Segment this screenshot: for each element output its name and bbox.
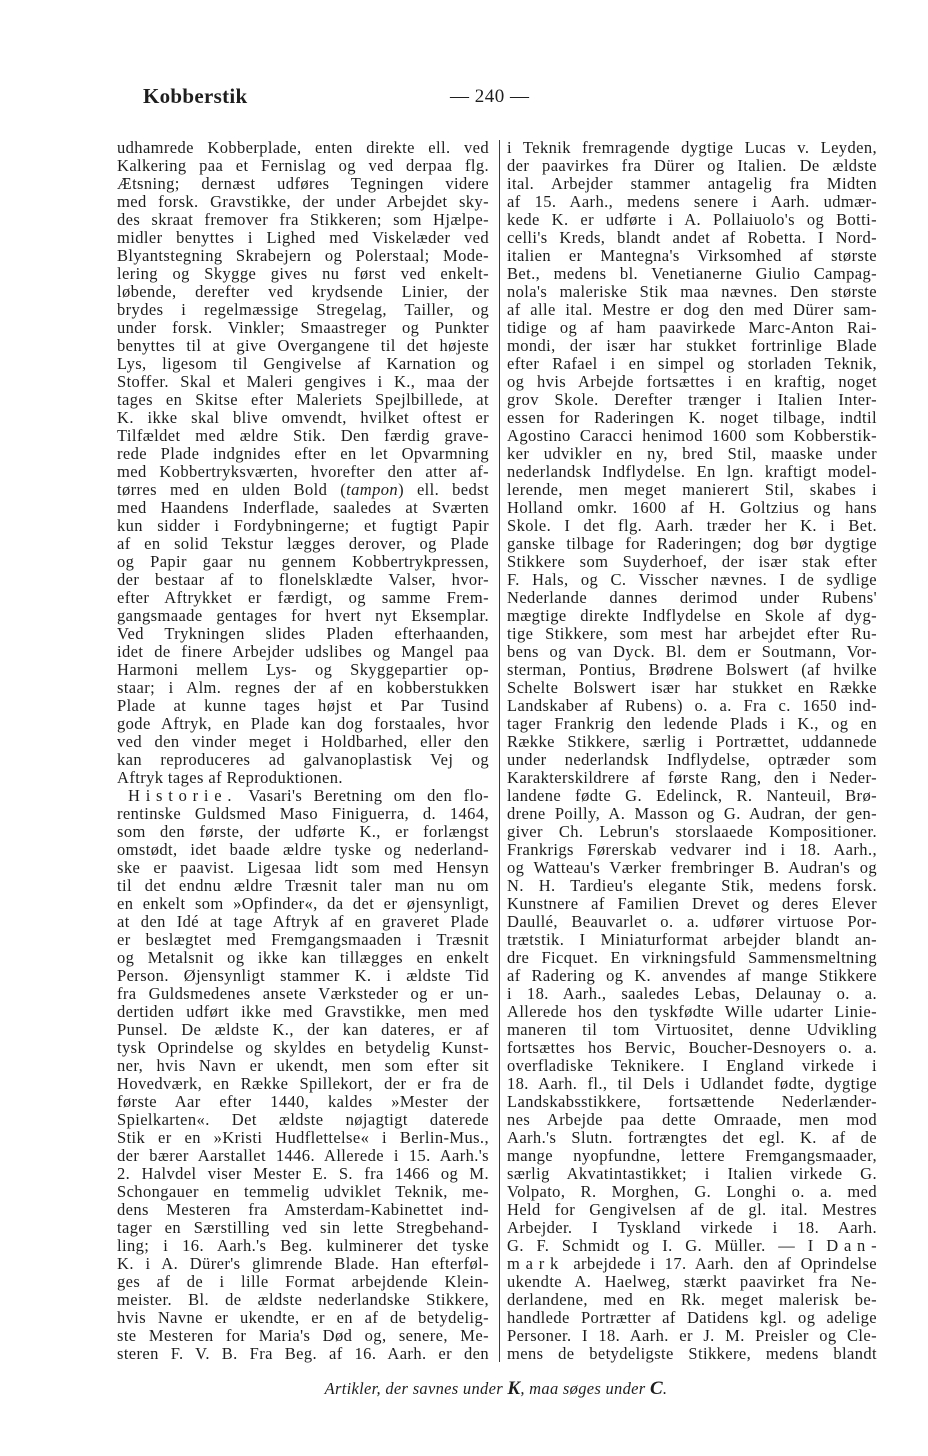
text-run: Aftryk tages af Reproduktionen. bbox=[117, 768, 343, 787]
text-line: er beslægtet med Fremgangsmaaden i Træsnit bbox=[117, 930, 489, 949]
text-line: med forsk. Gravstikke, der under Arbejdet sky- bbox=[117, 192, 489, 211]
text-line: Spielkarten«. Det ældste nøjagtigt daterede bbox=[117, 1110, 489, 1129]
text-line: midler benyttes i Lighed med Viskelæder ved bbox=[117, 228, 489, 247]
text-line: nes Arbejde paa dette Omraade, men mod bbox=[507, 1110, 877, 1129]
text-line: ved den vinder meget i Holdbarhed, eller den bbox=[117, 732, 489, 751]
text-line: celli's Kreds, blandt andet af Robetta. I Nord- bbox=[507, 228, 877, 247]
text-line: Karakterskildrere af første Rang, den i Neder- bbox=[507, 768, 877, 787]
text-line: af alle ital. Mestre er dog den med Dürer sam- bbox=[507, 300, 877, 319]
text-line: omstødt, idet baade ældre tyske og nederland- bbox=[117, 840, 489, 859]
text-line: lering og Skygge gives nu først ved enkelt- bbox=[117, 264, 489, 283]
italic-word: tampon bbox=[346, 480, 399, 499]
text-line: Kalkering paa et Fernislag og ved derpaa flg. bbox=[117, 156, 489, 175]
page-number: — 240 — bbox=[450, 86, 530, 107]
text-line: Hovedværk, en Række Spillekort, der er fra de bbox=[117, 1074, 489, 1093]
text-line bbox=[117, 481, 489, 499]
text-line: Landskabsstikkere, fortsættende Nederlænder- bbox=[507, 1092, 877, 1111]
text-line: fortsættes hos Bervic, Boucher-Desnoyers o. a. bbox=[507, 1038, 877, 1057]
text-line: trætstik. I Miniaturformat arbejder blandt an- bbox=[507, 930, 877, 949]
footer-text-before: Artikler, der savnes under bbox=[324, 1379, 508, 1398]
text-line bbox=[507, 1255, 877, 1273]
text-line: Lys, ligesom til Gengivelse af Karnation og bbox=[117, 354, 489, 373]
text-line: Nederlande dannes derimod under Rubens' bbox=[507, 588, 877, 607]
text-line: tidige og af ham paavirkede Marc-Anton Rai- bbox=[507, 318, 877, 337]
text-line: staar; i Alm. regnes der af en kobberstukken bbox=[117, 678, 489, 697]
footer-note bbox=[296, 1378, 696, 1400]
text-line: Schongauer en temmelig udviklet Teknik, me- bbox=[117, 1182, 489, 1201]
text-line: ste Mesteren for Maria's Død og, senere, Me- bbox=[117, 1326, 489, 1345]
text-line: idet de finere Arbejder udslibes og Mangel paa bbox=[117, 642, 489, 661]
text-line: løbende, derefter ved krydsende Linier, der bbox=[117, 282, 489, 301]
text-line: udhamrede Kobberplade, enten direkte ell. ved bbox=[117, 138, 489, 157]
text-line: og Watteau's Værker frembringer B. Audran's og bbox=[507, 858, 877, 877]
text-line: ges af de i lille Format arbejdende Klein- bbox=[117, 1272, 489, 1291]
spaced-word: mark bbox=[507, 1254, 565, 1273]
text-line: italien er Mantegna's Virksomhed af største bbox=[507, 246, 877, 265]
left-column bbox=[117, 139, 489, 1363]
text-line: drene Poilly, A. Masson og G. Audran, der gen- bbox=[507, 804, 877, 823]
text-line: og Metalsnit og ikke kan tillægges en enkelt bbox=[117, 948, 489, 967]
text-line bbox=[117, 787, 489, 805]
text-line: af 15. Aarh., medens senere i Aarh. udmær- bbox=[507, 192, 877, 211]
right-column bbox=[507, 139, 877, 1363]
text-line: Blyantstegning Skrabejern og Polerstaal; Mode- bbox=[117, 246, 489, 265]
text-line: Arbejder. I Tyskland virkede i 18. Aarh. bbox=[507, 1218, 877, 1237]
text-line: mægtige direkte Indflydelse en Skole af dyg- bbox=[507, 606, 877, 625]
text-line: der bestaar af to flonelsklædte Valser, hvor- bbox=[117, 570, 489, 589]
text-line: hvis Navne er ukendte, er en af de betydelig- bbox=[117, 1308, 489, 1327]
text-line: rentinske Guldsmed Maso Finiguerra, d. 1464, bbox=[117, 804, 489, 823]
text-line: af Radering og K. anvendes af mange Stikkere bbox=[507, 966, 877, 985]
text-line: ital. Arbejder stammer antagelig fra Midten bbox=[507, 174, 877, 193]
text-line: tige Stikkere, som mest har arbejdet efter Ru- bbox=[507, 624, 877, 643]
text-line: i Teknik fremragende dygtige Lucas v. Leyden, bbox=[507, 138, 877, 157]
text-line: efter Aftrykket er færdigt, og samme Frem- bbox=[117, 588, 489, 607]
footer-text-middle: , maa søges under bbox=[520, 1379, 650, 1398]
text-line: N. H. Tardieu's elegante Stik, medens forsk. bbox=[507, 876, 877, 895]
text-line: brydes i regelmæssige Stregelag, Tailler, og bbox=[117, 300, 489, 319]
text-line: der bærer Aarstallet 1446. Allerede i 15. Aarh.'s bbox=[117, 1146, 489, 1165]
text-line: Schelte Bolswert især har stukket en Række bbox=[507, 678, 877, 697]
footer-text-end: . bbox=[662, 1379, 668, 1398]
text-line: bens og van Dyck. Bl. dem er Soutmann, Vor- bbox=[507, 642, 877, 661]
text-line: K. ikke skal blive omvendt, hvilket oftest er bbox=[117, 408, 489, 427]
text-run: ) ell. bedst bbox=[398, 480, 489, 499]
text-line: F. Hals, og C. Visscher nævnes. I de sydlige bbox=[507, 570, 877, 589]
text-run: arbejdede i 17. Aarh. den af Oprindelse bbox=[564, 1254, 877, 1273]
text-line: Agostino Caracci henimod 1600 som Kobberstik- bbox=[507, 426, 877, 445]
text-line: Harmoni mellem Lys- og Skyggepartier op- bbox=[117, 660, 489, 679]
text-line: ling; i 16. Aarh.'s Beg. kulminerer det tyske bbox=[117, 1236, 489, 1255]
footer-letter-k: K bbox=[507, 1378, 521, 1399]
text-line: en enkelt som »Opfinder«, da det er øjensynligt, bbox=[117, 894, 489, 913]
text-line: Ætsning; dernæst udføres Tegningen videre bbox=[117, 174, 489, 193]
text-line: Aarh.'s Slutn. fortrængtes det egl. K. af de bbox=[507, 1128, 877, 1147]
text-line: gangsmaade gentages for hvert nyt Eksemplar. bbox=[117, 606, 489, 625]
text-line: ganske tilbage for Raderingen; dog bør dygtige bbox=[507, 534, 877, 553]
text-line: nola's maleriske Stik maa nævnes. Den største bbox=[507, 282, 877, 301]
text-line: Stik er en »Kristi Hudflettelse« i Berlin-Mus., bbox=[117, 1128, 489, 1147]
spaced-word: Dan bbox=[826, 1236, 872, 1255]
text-line: Bet., medens bl. Venetianerne Giulio Campag- bbox=[507, 264, 877, 283]
text-line: 18. Aarh. fl., til Dels i Udlandet fødte, dygtige bbox=[507, 1074, 877, 1093]
text-line: fra Guldsmedenes ansete Værksteder og er un- bbox=[117, 984, 489, 1003]
text-line: under forsk. Vinkler; Smaastreger og Punkter bbox=[117, 318, 489, 337]
text-line: tager Frankrig den ledende Plads i K., og en bbox=[507, 714, 877, 733]
text-line: nederlandsk Indflydelse. En lgn. kraftigt model- bbox=[507, 462, 877, 481]
text-line: derlandene, med en Rk. meget malerisk be- bbox=[507, 1290, 877, 1309]
text-line: Tilfældet med ældre Stik. Den færdig grave- bbox=[117, 426, 489, 445]
column-divider bbox=[499, 140, 500, 1362]
text-line: des skraat fremover fra Stikkeren; som Hjælpe- bbox=[117, 210, 489, 229]
text-line: rede Plade indgnides efter en let Opvarmning bbox=[117, 444, 489, 463]
text-line: mens de betydeligste Stikkere, medens blandt bbox=[507, 1344, 877, 1363]
text-line: efter Rafael i en simpel og storladen Teknik, bbox=[507, 354, 877, 373]
text-run: Vasari's Beretning om den flo- bbox=[237, 786, 489, 805]
text-line: steren F. V. B. Fra Beg. af 16. Aarh. er den bbox=[117, 1344, 489, 1363]
text-run: - bbox=[871, 1236, 877, 1255]
text-line: Daullé, Beauvarlet o. a. udfører virtuose Por- bbox=[507, 912, 877, 931]
text-line: meister. Bl. de ældste nederlandske Stikkere, bbox=[117, 1290, 489, 1309]
text-line: under nederlandsk Indflydelse, optræder som bbox=[507, 750, 877, 769]
text-line: som den første, der udførte K., er forlængst bbox=[117, 822, 489, 841]
running-head: Kobberstik bbox=[143, 84, 248, 108]
text-line: overfladiske Teknikere. I England virkede i bbox=[507, 1056, 877, 1075]
text-line bbox=[117, 769, 489, 787]
text-line: Kunstnere af Familien Drevet og deres Elever bbox=[507, 894, 877, 913]
text-run: tørres med en ulden Bold ( bbox=[117, 480, 347, 499]
text-line: med Kobbertryksværten, hvorefter den atter af- bbox=[117, 462, 489, 481]
text-line: sterman, Pontius, Brødrene Bolswert (af hvilke bbox=[507, 660, 877, 679]
text-line: mange nyopfundne, lettere Fremgangsmaader, bbox=[507, 1146, 877, 1165]
text-line: Landskaber af Rubens) o. a. Fra c. 1650 ind- bbox=[507, 696, 877, 715]
text-line: i 18. Aarh., saaledes Lebas, Delaunay o. a. bbox=[507, 984, 877, 1003]
text-line: kun sidder i Fordybningerne; et fugtigt Papir bbox=[117, 516, 489, 535]
text-line: Stoffer. Skal et Maleri gengives i K., maa der bbox=[117, 372, 489, 391]
text-line: Plade at kunne tages højst et Par Tusind bbox=[117, 696, 489, 715]
text-line: Ved Trykningen slides Pladen efterhaanden, bbox=[117, 624, 489, 643]
text-line: lerende, men meget manierert Stil, skabes i bbox=[507, 480, 877, 499]
text-line: giver Ch. Lebrun's storslaaede Kompositioner. bbox=[507, 822, 877, 841]
footer-letter-c: C bbox=[649, 1378, 663, 1399]
text-line: mondi, der især har stukket fortrinlige Blade bbox=[507, 336, 877, 355]
text-line: maneren til tom Virtuositet, denne Udvikling bbox=[507, 1020, 877, 1039]
text-line: til det endnu ældre Træsnit taler man nu om bbox=[117, 876, 489, 895]
text-line: ner, hvis Navn er ukendt, men som efter sit bbox=[117, 1056, 489, 1075]
text-line: Frankrigs Førerskab vedvarer ind i 18. Aarh., bbox=[507, 840, 877, 859]
text-line: kan reproduceres ad galvanoplastisk Vej og bbox=[117, 750, 489, 769]
text-line: dens Mesteren fra Amsterdam-Kabinettet ind- bbox=[117, 1200, 489, 1219]
text-line: grov Skole. Derefter trænger i Italien Inter- bbox=[507, 390, 877, 409]
text-line: Skole. I det flg. Aarh. træder her K. i Bet. bbox=[507, 516, 877, 535]
text-line: tages en Skitse efter Maleriets Spejlbillede, at bbox=[117, 390, 489, 409]
text-line bbox=[507, 1237, 877, 1255]
text-line: Held for Gengivelsen af de gl. ital. Mestres bbox=[507, 1200, 877, 1219]
text-line: landene fødte G. Edelinck, R. Nanteuil, Brø- bbox=[507, 786, 877, 805]
text-line: første Aar efter 1440, kaldes »Mester der bbox=[117, 1092, 489, 1111]
text-line: Række Stikkere, særlig i Portrættet, uddannede bbox=[507, 732, 877, 751]
text-line: at den Idé at tage Aftryk af en graveret Plade bbox=[117, 912, 489, 931]
text-line: og hvis Arbejde fortsættes i en kraftig, noget bbox=[507, 372, 877, 391]
text-line: Volpato, R. Morghen, G. Longhi o. a. med bbox=[507, 1182, 877, 1201]
text-line: Stikkere som Suyderhoef, der især stak efter bbox=[507, 552, 877, 571]
text-line: der paavirkes fra Dürer og Italien. De ældste bbox=[507, 156, 877, 175]
text-line: essen for Raderingen K. noget tilbage, indtil bbox=[507, 408, 877, 427]
text-line: gode Aftryk, en Plade kan dog forstaales, hvor bbox=[117, 714, 489, 733]
text-line: K. i A. Dürer's glimrende Blade. Han efterføl- bbox=[117, 1254, 489, 1273]
text-line: og Papir gaar nu gennem Kobbertrykpressen, bbox=[117, 552, 489, 571]
spaced-word: Historie. bbox=[128, 786, 238, 805]
text-line: Holland omkr. 1600 af H. Goltzius og hans bbox=[507, 498, 877, 517]
text-line: dre Ficquet. En virkningsfuld Sammensmeltning bbox=[507, 948, 877, 967]
text-line: af en solid Tekstur lægges derover, og Plade bbox=[117, 534, 489, 553]
text-line: handlede Portrætter af Datidens kgl. og adelige bbox=[507, 1308, 877, 1327]
text-line: ker udvikler en ny, bred Stil, maaske under bbox=[507, 444, 877, 463]
text-line: med Haandens Inderflade, saaledes at Sværten bbox=[117, 498, 489, 517]
text-line: ukendte A. Haelweg, stærkt paavirket fra Ne- bbox=[507, 1272, 877, 1291]
text-run: G. F. Schmidt og I. G. Müller. — I bbox=[507, 1236, 827, 1255]
text-line: dertiden udført ikke med Gravstikke, men med bbox=[117, 1002, 489, 1021]
text-line: Allerede hos den tyskfødte Wille udarter Linie- bbox=[507, 1002, 877, 1021]
text-line: Punsel. De ældste K., der kan dateres, er af bbox=[117, 1020, 489, 1039]
text-line: tysk Oprindelse og skyldes en betydelig Kunst- bbox=[117, 1038, 489, 1057]
text-line: særlig Akvatintastikket; i Italien virkede G. bbox=[507, 1164, 877, 1183]
text-line: benyttes til at give Overgangene til det højeste bbox=[117, 336, 489, 355]
text-line: 2. Halvdel viser Mester E. S. fra 1466 og M. bbox=[117, 1164, 489, 1183]
text-line: Personer. I 18. Aarh. er J. M. Preisler og Cle- bbox=[507, 1326, 877, 1345]
text-line: Person. Øjensynligt stammer K. i ældste Tid bbox=[117, 966, 489, 985]
text-line: tager en Særstilling ved sin lette Stregbehand- bbox=[117, 1218, 489, 1237]
text-line: ske er paavist. Ligesaa lidt som med Hensyn bbox=[117, 858, 489, 877]
text-line: kede K. er udførte i A. Pollaiuolo's og Botti- bbox=[507, 210, 877, 229]
